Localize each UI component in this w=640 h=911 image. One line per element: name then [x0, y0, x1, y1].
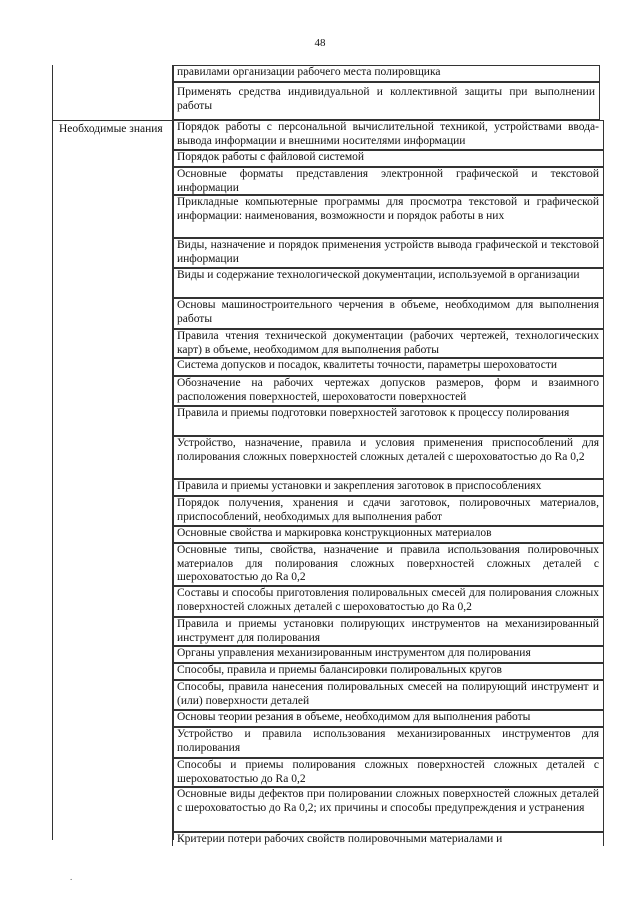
table-row: Критерии потери рабочих свойств полировочными материалами и	[172, 832, 604, 846]
table-row: Устройство, назначение, правила и условия применения приспособлений для полирования сложных поверхностей сложных деталей с шероховатостью до Ra 0,2	[172, 436, 604, 479]
table-row: Составы и способы приготовления полировальных смесей для полирования сложных поверхностей сложных деталей с шероховатостью до Ra 0,2	[172, 586, 604, 617]
table-row: правилами организации рабочего места полировщика	[172, 65, 600, 82]
table-row: Способы и приемы полирования сложных поверхностей сложных деталей с шероховатостью до Ra 0,2	[172, 758, 604, 787]
table-row: Правила и приемы подготовки поверхностей заготовок к процессу полирования	[172, 406, 604, 436]
table-row: Система допусков и посадок, квалитеты точности, параметры шероховатости	[172, 358, 604, 376]
knowledge-table	[52, 65, 604, 845]
table-row: Основные свойства и маркировка конструкционных материалов	[172, 526, 604, 543]
table-row: Основные виды дефектов при полировании сложных поверхностей сложных деталей с шероховатостью до Ra 0,2; их причины и способы предупреждения и устранения	[172, 787, 604, 832]
left-label-necessary-knowledge: Необходимые знания	[59, 123, 163, 135]
table-row: Прикладные компьютерные программы для просмотра текстовой и графической информации: наименования, возможности и порядок работы в них	[172, 195, 604, 238]
scan-mark: .	[70, 872, 73, 882]
table-row: Органы управления механизированным инструментом для полирования	[172, 646, 604, 663]
table-row: Способы, правила и приемы балансировки полировальных кругов	[172, 663, 604, 680]
table-left-column	[52, 65, 174, 840]
table-row: Порядок работы с файловой системой	[172, 150, 604, 167]
table-row: Правила и приемы установки и закрепления заготовок в приспособлениях	[172, 479, 604, 496]
table-row: Правила и приемы установки полирующих инструментов на механизированный инструмент для полирования	[172, 617, 604, 646]
table-row: Виды, назначение и порядок применения устройств вывода графической и текстовой информации	[172, 238, 604, 268]
table-row: Основные форматы представления электронной графической и текстовой информации	[172, 167, 604, 195]
row-separator	[53, 120, 173, 121]
table-row: Порядок работы с персональной вычислительной техникой, устройствами ввода-вывода информации и внешними носителями информации	[172, 120, 604, 150]
table-row: Основные типы, свойства, назначение и правила использования полировочных материалов для полирования сложных поверхностей сложных деталей с шероховатостью до Ra 0,2	[172, 543, 604, 586]
table-row: Основы машиностроительного черчения в объеме, необходимом для выполнения работы	[172, 298, 604, 329]
table-row: Способы, правила нанесения полировальных смесей на полирующий инструмент и (или) поверхности деталей	[172, 680, 604, 710]
table-row: Основы теории резания в объеме, необходимом для выполнения работы	[172, 710, 604, 727]
table-row: Обозначение на рабочих чертежах допусков размеров, форм и взаимного расположения поверхностей, шероховатости поверхностей	[172, 376, 604, 406]
table-row: Применять средства индивидуальной и коллективной защиты при выполнении работы	[172, 82, 600, 120]
page-number: 48	[314, 37, 326, 49]
table-row: Виды и содержание технологической документации, используемой в организации	[172, 268, 604, 298]
table-row: Порядок получения, хранения и сдачи заготовок, полировочных материалов, приспособлений, необходимых для выполнения работ	[172, 496, 604, 526]
table-right-column	[172, 65, 604, 845]
table-row: Устройство и правила использования механизированных инструментов для полирования	[172, 727, 604, 758]
table-row: Правила чтения технической документации (рабочих чертежей, технологических карт) в объеме, необходимом для выполнения работы	[172, 329, 604, 358]
